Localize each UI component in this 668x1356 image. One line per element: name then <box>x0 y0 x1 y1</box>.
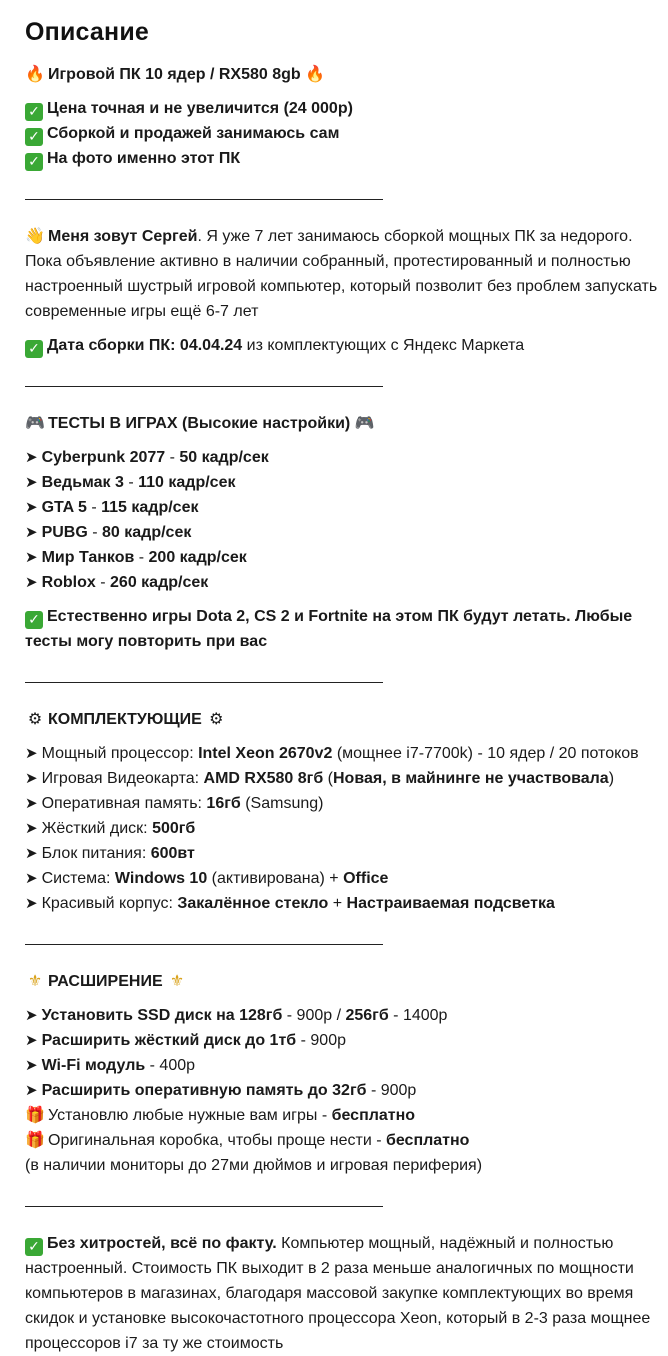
gift-icon: 🎁 <box>25 1107 45 1124</box>
arrow-icon: ➤ <box>25 794 38 812</box>
wave-hand-icon: 👋 <box>25 228 45 245</box>
arrow-icon: ➤ <box>25 523 38 541</box>
headline <box>25 62 658 87</box>
component-ram: ➤ Оперативная память: 16гб (Samsung) <box>25 794 324 812</box>
gamepad-icon: 🎮 <box>25 415 45 432</box>
tests-heading: 🎮 ТЕСТЫ В ИГРАХ (Высокие настройки) 🎮 <box>25 411 658 436</box>
gift-icon: 🎁 <box>25 1132 45 1149</box>
gear-icon: ⚙ <box>209 711 224 728</box>
build-date: ✓ Дата сборки ПК: 04.04.24 из комплектующих с Яндекс Маркета <box>25 333 658 358</box>
gear-icon: ⚙ <box>27 711 43 728</box>
list-item: ➤ Ведьмак 3 - 110 кадр/сек <box>25 473 236 491</box>
list-item: ➤ Roblox - 260 кадр/сек <box>25 573 209 591</box>
components-heading: ⚙ КОМПЛЕКТУЮЩИЕ ⚙ <box>25 707 658 732</box>
arrow-icon: ➤ <box>25 869 38 887</box>
check-item: ✓ Цена точная и не увеличится (24 000р) <box>25 96 658 121</box>
upgrade-hdd: ➤ Расширить жёсткий диск до 1тб - 900р <box>25 1031 346 1049</box>
arrow-icon: ➤ <box>25 1031 38 1049</box>
arrow-icon: ➤ <box>25 844 38 862</box>
component-gpu: ➤ Игровая Видеокарта: AMD RX580 8гб (Новая, в майнинге не участвовала) <box>25 769 615 787</box>
arrow-icon: ➤ <box>25 894 38 912</box>
fire-icon: 🔥 <box>25 66 45 83</box>
check-icon: ✓ <box>25 153 43 171</box>
list-item: ➤ Мир Танков - 200 кадр/сек <box>25 548 247 566</box>
check-item: ✓ На фото именно этот ПК <box>25 146 658 171</box>
final-paragraph: ✓ Без хитростей, всё по факту. Компьютер мощный, надёжный и полностью настроенный. Стоимость ПК выходит в 2 раза меньше аналогичных по мощности компьютеров в магазинах, благодаря массовой закупке комплектующих во время скидок и установке высокочастотного процессора Xeon, который в 2-3 раза мощнее процессоров i7 за ту же стоимость <box>25 1235 651 1352</box>
check-icon: ✓ <box>25 128 43 146</box>
arrow-icon: ➤ <box>25 1006 38 1024</box>
arrow-icon: ➤ <box>25 448 38 466</box>
tests-note: ✓ Естественно игры Dota 2, CS 2 и Fortnite на этом ПК будут летать. Любые тесты могу повторить при вас <box>25 608 633 650</box>
headline-text: Игровой ПК 10 ядер / RX580 8gb <box>48 66 301 83</box>
arrow-icon: ➤ <box>25 473 38 491</box>
upgrade-note: (в наличии мониторы до 27ми дюймов и игровая периферия) <box>25 1157 483 1174</box>
intro-paragraph: 👋 Меня зовут Сергей. Я уже 7 лет занимаюсь сборкой мощных ПК за недорого. Пока объявление активно в наличии собранный, протестированный и полностью настроенный шустрый игровой компьютер, который позволит без проблем запускать современные игры ещё 6-7 лет <box>25 224 658 324</box>
component-cpu: ➤ Мощный процессор: Intel Xeon 2670v2 (мощнее i7-7700k) - 10 ядер / 20 потоков <box>25 744 639 762</box>
upgrade-games: 🎁 Установлю любые нужные вам игры - бесплатно <box>25 1103 658 1128</box>
gamepad-icon: 🎮 <box>354 415 375 432</box>
arrow-icon: ➤ <box>25 769 38 787</box>
list-item: ➤ PUBG - 80 кадр/сек <box>25 523 192 541</box>
page-title: Описание <box>25 18 149 46</box>
check-icon: ✓ <box>25 340 43 358</box>
arrow-icon: ➤ <box>25 819 38 837</box>
list-item: ➤ GTA 5 - 115 кадр/сек <box>25 498 199 516</box>
upgrades-heading: ⚜ РАСШИРЕНИЕ ⚜ <box>25 969 658 994</box>
component-hdd: ➤ Жёсткий диск: 500гб <box>25 819 196 837</box>
check-icon: ✓ <box>25 1238 43 1256</box>
component-case: ➤ Красивый корпус: Закалённое стекло + Настраиваемая подсветка <box>25 894 555 912</box>
upgrade-box: 🎁 Оригинальная коробка, чтобы проще нести - бесплатно <box>25 1128 658 1153</box>
fleur-de-lis-icon: ⚜ <box>27 973 43 990</box>
fire-icon: 🔥 <box>305 66 326 83</box>
upgrade-ram: ➤ Расширить оперативную память до 32гб - 900р <box>25 1081 417 1099</box>
component-os: ➤ Система: Windows 10 (активирована) + Office <box>25 869 389 887</box>
upgrade-ssd: ➤ Установить SSD диск на 128гб - 900р / 256гб - 1400р <box>25 1006 448 1024</box>
upgrade-wifi: ➤ Wi-Fi модуль - 400р <box>25 1056 196 1074</box>
arrow-icon: ➤ <box>25 1081 38 1099</box>
check-icon: ✓ <box>25 103 43 121</box>
component-psu: ➤ Блок питания: 600вт <box>25 844 195 862</box>
fleur-de-lis-icon: ⚜ <box>169 973 185 990</box>
arrow-icon: ➤ <box>25 573 38 591</box>
list-item: ➤ Cyberpunk 2077 - 50 кадр/сек <box>25 448 269 466</box>
arrow-icon: ➤ <box>25 1056 38 1074</box>
check-item: ✓ Сборкой и продажей занимаюсь сам <box>25 121 658 146</box>
arrow-icon: ➤ <box>25 744 38 762</box>
arrow-icon: ➤ <box>25 548 38 566</box>
check-icon: ✓ <box>25 611 43 629</box>
arrow-icon: ➤ <box>25 498 38 516</box>
